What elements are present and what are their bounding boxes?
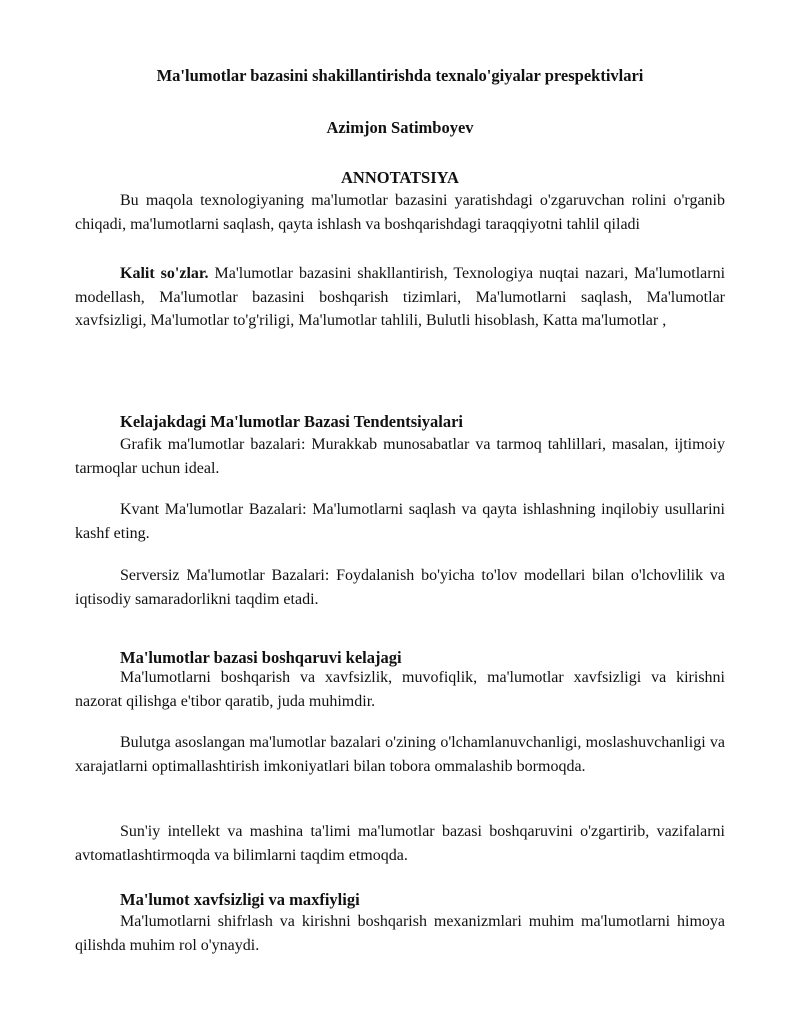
section-heading-future-trends: Kelajakdagi Ma'lumotlar Bazasi Tendentsiyalari [120,412,464,431]
abstract-text: Bu maqola texnologiyaning ma'lumotlar bazasini yaratishdagi o'zgaruvchan rolini o'rganib chiqadi, ma'lumotlarni saqlash, qayta ishlash va boshqarishdagi taraqqiyotni tahlil qiladi [75,192,725,233]
paragraph-data-governance: Ma'lumotlarni boshqarish va xavfsizlik, muvofiqlik, ma'lumotlar xavfsizligi va kirishni nazorat qilishga e'tibor qaratib, juda muhimdir. [75,669,725,710]
keywords-label: Kalit so'zlar. [120,265,209,282]
paper-title: Ma'lumotlar bazasini shakillantirishda texnalo'giyalar prespektivlari [156,66,644,85]
paragraph-cloud-databases: Bulutga asoslangan ma'lumotlar bazalari o'zining o'lchamlanuvchanligi, moslashuvchanligi va xarajatlarni optimallashtirish imkoniyatlari bilan tobora ommalashib bormoqda. [75,734,725,775]
abstract-heading: ANNOTATSIYA [341,168,459,187]
keywords-paragraph [75,262,725,333]
document-page [75,0,725,1035]
section-heading-data-security: Ma'lumot xavfsizligi va maxfiyligi [120,890,360,909]
paper-author: Azimjon Satimboyev [326,118,474,137]
section-heading-db-management-future: Ma'lumotlar bazasi boshqaruvi kelajagi [120,648,402,667]
keywords-text: Ma'lumotlar bazasini shakllantirish, Texnologiya nuqtai nazari, Ma'lumotlarni modellash, Ma'lumotlar bazasini boshqarish tizimlari, Ma'lumotlarni saqlash, Ma'lumotlar xavfsizligi, Ma'lumotlar to'g'riligi, Ma'lumotlar tahlili, Bulutli hisoblash, Katta ma'lumotlar , [75,265,726,329]
paragraph-encryption: Ma'lumotlarni shifrlash va kirishni boshqarish mexanizmlari muhim ma'lumotlarni himoya qilishda muhim rol o'ynaydi. [75,913,725,954]
paragraph-graph-databases: Grafik ma'lumotlar bazalari: Murakkab munosabatlar va tarmoq tahlillari, masalan, ijtimoiy tarmoqlar uchun ideal. [75,436,725,477]
paragraph-ai-ml: Sun'iy intellekt va mashina ta'limi ma'lumotlar bazasi boshqaruvini o'zgartirib, vazifalarni avtomatlashtirmoqda va bilimlarni taqdim etmoqda. [75,823,725,864]
paragraph-serverless-databases: Serversiz Ma'lumotlar Bazalari: Foydalanish bo'yicha to'lov modellari bilan o'lchovlilik va iqtisodiy samaradorlikni taqdim etadi. [75,567,725,608]
paragraph-quantum-databases: Kvant Ma'lumotlar Bazalari: Ma'lumotlarni saqlash va qayta ishlashning inqilobiy usullarini kashf eting. [75,501,725,542]
